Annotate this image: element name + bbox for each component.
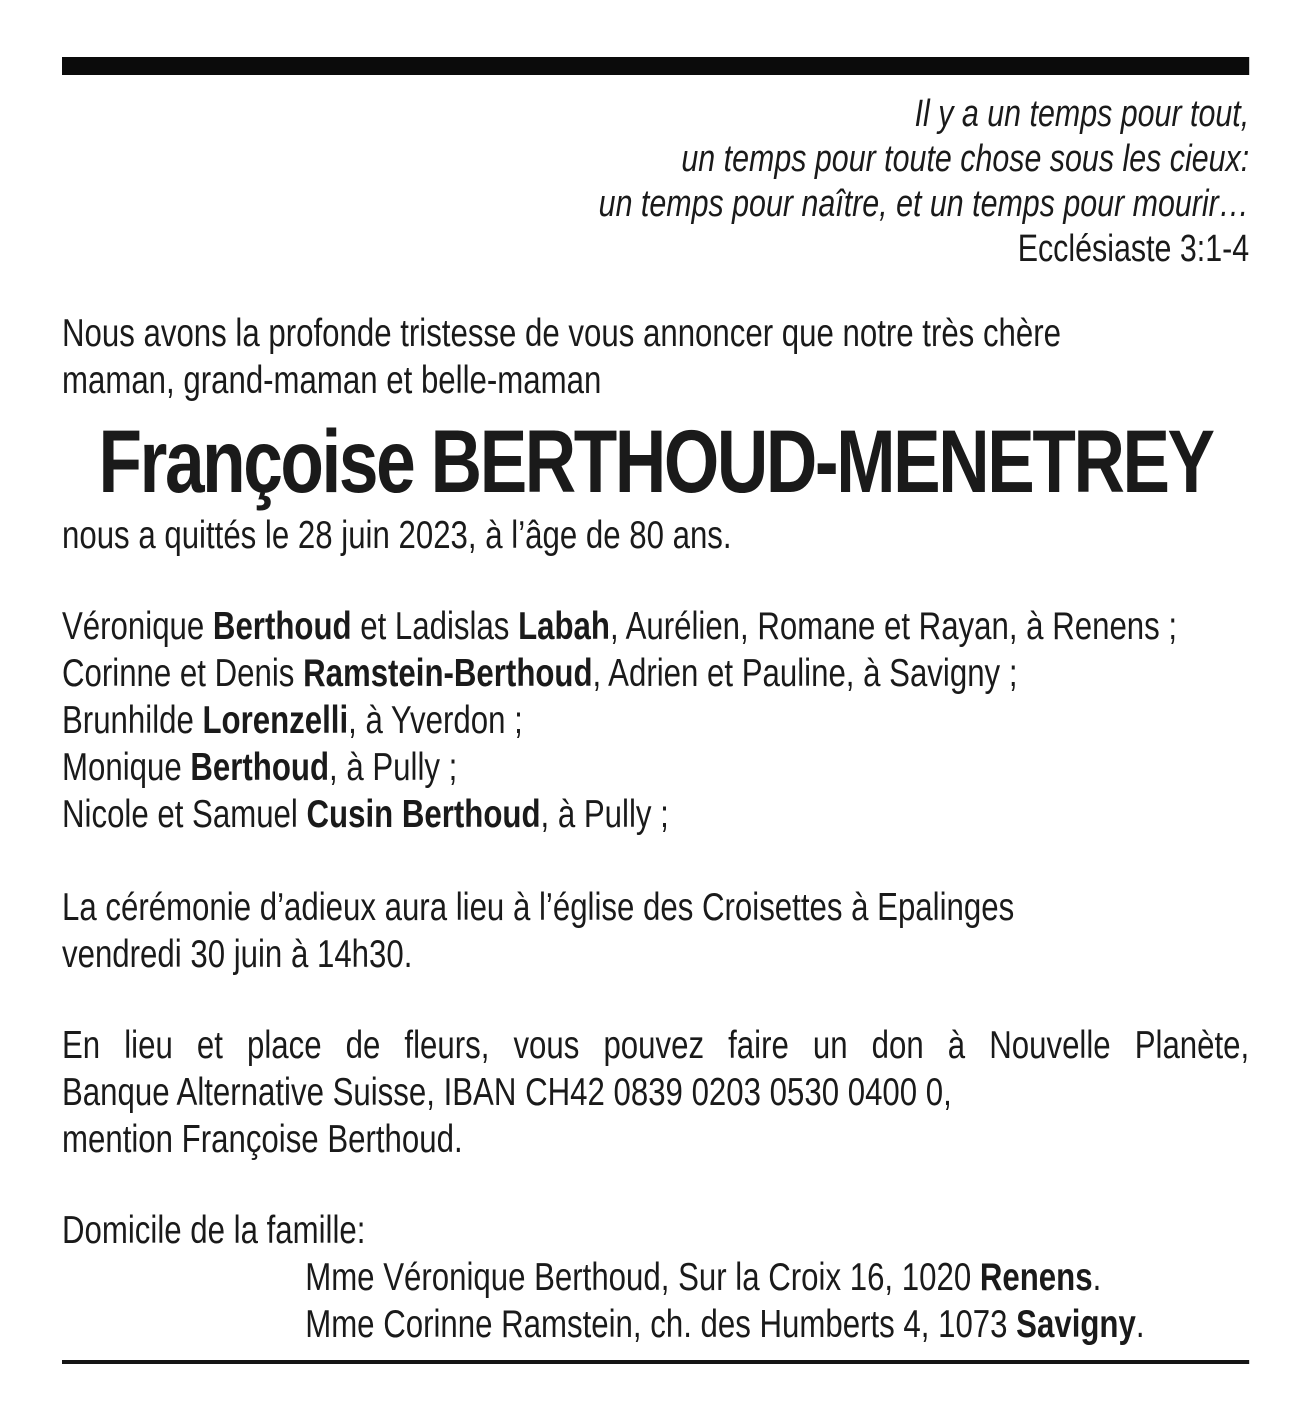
- quote-reference: Ecclésiaste 3:1-4: [1017, 228, 1250, 270]
- family-line: [62, 744, 1249, 791]
- donation-line: En lieu et place de fleurs, vous pouvez faire un don à Nouvelle Planète,: [62, 1024, 1250, 1067]
- family-line: [62, 650, 1249, 697]
- quote-line: un temps pour naître, et un temps pour mourir…: [598, 183, 1250, 225]
- deceased-name: Françoise BERTHOUD-MENETREY: [98, 411, 1213, 511]
- family-line: [62, 697, 1249, 744]
- announcement-line: Nous avons la profonde tristesse de vous annoncer que notre très chère: [62, 312, 1061, 355]
- donation-paragraph: [62, 1022, 1249, 1163]
- address-city: Renens: [979, 1256, 1093, 1299]
- family-line: [62, 791, 1249, 838]
- family-surname: Berthoud: [190, 746, 329, 789]
- obituary-content: [62, 0, 1249, 1364]
- address-city: Savigny: [1016, 1303, 1136, 1346]
- announcement-paragraph: [62, 310, 1249, 404]
- address-text: Mme Véronique Berthoud, Sur la Croix 16, 1020: [305, 1256, 980, 1299]
- donation-line: mention Françoise Berthoud.: [62, 1118, 463, 1161]
- ceremony-line: La cérémonie d’adieux aura lieu à l’église des Croisettes à Epalinges: [62, 886, 1015, 929]
- family-text: , à Yverdon ;: [348, 699, 523, 742]
- address-line: [305, 1254, 1249, 1301]
- family-surname: Ramstein-Berthoud: [303, 652, 593, 695]
- family-list: [62, 603, 1249, 838]
- family-surname: Lorenzelli: [202, 699, 349, 742]
- family-text: Monique: [62, 746, 191, 789]
- ceremony-paragraph: [62, 884, 1249, 978]
- announcement-line: maman, grand-maman et belle-maman: [62, 359, 602, 402]
- family-surname: Cusin Berthoud: [306, 793, 541, 836]
- death-line: nous a quittés le 28 juin 2023, à l’âge de 80 ans.: [62, 514, 732, 557]
- address-text: .: [1092, 1256, 1102, 1299]
- family-surname: Labah: [518, 605, 610, 648]
- family-surname: Berthoud: [212, 605, 352, 648]
- domicile-section: [62, 1207, 1249, 1348]
- family-text: Nicole et Samuel: [62, 793, 307, 836]
- ceremony-line: vendredi 30 juin à 14h30.: [62, 933, 413, 976]
- domicile-label: Domicile de la famille:: [62, 1209, 366, 1252]
- family-line: [62, 603, 1249, 650]
- family-text: et Ladislas: [351, 605, 519, 648]
- top-black-bar: [62, 57, 1249, 75]
- bottom-rule: [62, 1360, 1249, 1364]
- address-text: Mme Corinne Ramstein, ch. des Humberts 4, 1073: [305, 1303, 1017, 1346]
- family-text: Corinne et Denis: [62, 652, 304, 695]
- quote-line: Il y a un temps pour tout,: [914, 93, 1250, 135]
- donation-line: Banque Alternative Suisse, IBAN CH42 0839 0203 0530 0400 0,: [62, 1071, 952, 1114]
- address-line: [305, 1301, 1249, 1348]
- family-text: , à Pully ;: [329, 746, 458, 789]
- family-text: , Aurélien, Romane et Rayan, à Renens ;: [609, 605, 1178, 648]
- family-text: , Adrien et Pauline, à Savigny ;: [592, 652, 1018, 695]
- family-text: Brunhilde: [62, 699, 203, 742]
- family-text: , à Pully ;: [540, 793, 669, 836]
- address-text: .: [1135, 1303, 1145, 1346]
- bible-quote: [62, 92, 1249, 272]
- quote-line: un temps pour toute chose sous les cieux:: [681, 138, 1250, 180]
- family-text: Véronique: [62, 605, 213, 648]
